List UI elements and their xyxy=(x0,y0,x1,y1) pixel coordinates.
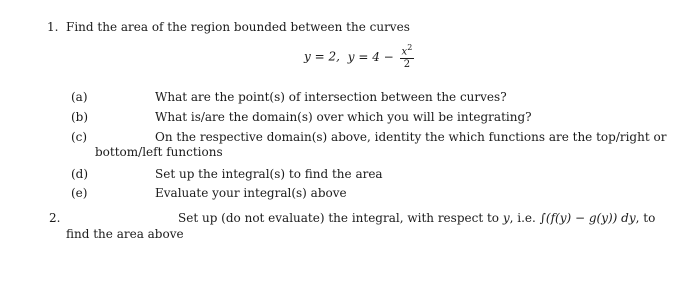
part-a-label: (a) xyxy=(71,90,88,104)
problem-2-text-after: , to xyxy=(635,211,656,225)
problem-1-number: 1. xyxy=(47,20,59,34)
fraction-denominator: 2 xyxy=(403,59,411,71)
problem-2-number: 2. xyxy=(49,211,61,225)
part-e-text: Evaluate your integral(s) above xyxy=(155,186,347,200)
fraction-numerator: $x^2$ xyxy=(401,43,413,58)
problem-2-text-mid: , i.e. xyxy=(509,211,536,225)
part-c-label: (c) xyxy=(71,130,88,144)
problem-1-prompt: Find the area of the region bounded between the curves xyxy=(66,20,410,34)
part-b-text: What is/are the domain(s) over which you will be integrating? xyxy=(155,110,532,124)
part-d-text: Set up the integral(s) to find the area xyxy=(155,167,383,181)
problem-2-continuation: find the area above xyxy=(66,227,184,241)
part-c-text: On the respective domain(s) above, identity the which functions are the top/right or xyxy=(155,130,667,144)
equation-part-2: y = 4 − xyxy=(347,49,394,64)
part-c-continuation: bottom/left functions xyxy=(95,145,223,159)
problem-1-equation xyxy=(304,43,414,71)
equation-part-1: y = 2, xyxy=(304,49,340,64)
problem-2-text-before: Set up (do not evaluate) the integral, with respect to xyxy=(178,211,500,225)
problem-2-text xyxy=(178,211,655,225)
part-a-text: What are the point(s) of intersection between the curves? xyxy=(155,90,507,104)
problem-2-integral: ∫(f(y) − g(y)) dy xyxy=(539,211,636,225)
part-d-label: (d) xyxy=(71,167,89,181)
part-b-label: (b) xyxy=(71,110,89,124)
equation-fraction xyxy=(400,43,415,71)
part-e-label: (e) xyxy=(71,186,88,200)
problem-2-variable: y xyxy=(502,211,510,225)
